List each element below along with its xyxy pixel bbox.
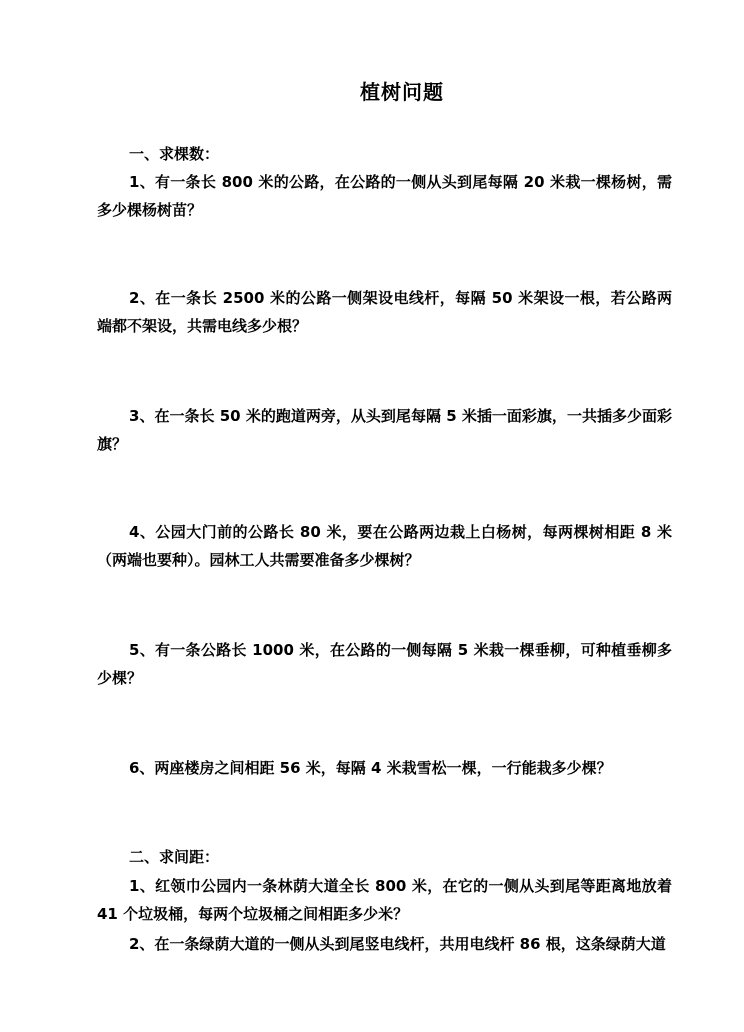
document-title: 植树问题 bbox=[360, 80, 444, 104]
problem-1-5: 5、有一条公路长 1000 米，在公路的一侧每隔 5 米栽一棵垂柳，可种植垂柳多少棵？ bbox=[97, 641, 672, 687]
section-heading-find-spacing: 二、求间距： bbox=[129, 848, 220, 866]
problem-1-3: 3、在一条长 50 米的跑道两旁，从头到尾每隔 5 米插一面彩旗，一共插多少面彩旗？ bbox=[97, 407, 672, 453]
problem-1-1: 1、有一条长 800 米的公路，在公路的一侧从头到尾每隔 20 米栽一棵杨树，需多少棵杨树苗？ bbox=[97, 173, 672, 219]
problem-2-1: 1、红领巾公园内一条林荫大道全长 800 米，在它的一侧从头到尾等距离地放着 41 个垃圾桶，每两个垃圾桶之间相距多少米？ bbox=[97, 877, 672, 923]
problem-1-4: 4、公园大门前的公路长 80 米，要在公路两边栽上白杨树，每两棵树相距 8 米（两端也要种）。园林工人共需要准备多少棵树？ bbox=[97, 523, 672, 569]
problem-1-2: 2、在一条长 2500 米的公路一侧架设电线杆，每隔 50 米架设一根，若公路两端都不架设，共需电线多少根？ bbox=[97, 289, 672, 335]
section-heading-count-trees: 一、求棵数： bbox=[129, 145, 220, 163]
problem-2-2: 2、在一条绿荫大道的一侧从头到尾竖电线杆，共用电线杆 86 根，这条绿荫大道 bbox=[129, 935, 666, 953]
problem-1-6: 6、两座楼房之间相距 56 米，每隔 4 米栽雪松一棵，一行能栽多少棵？ bbox=[129, 759, 612, 777]
